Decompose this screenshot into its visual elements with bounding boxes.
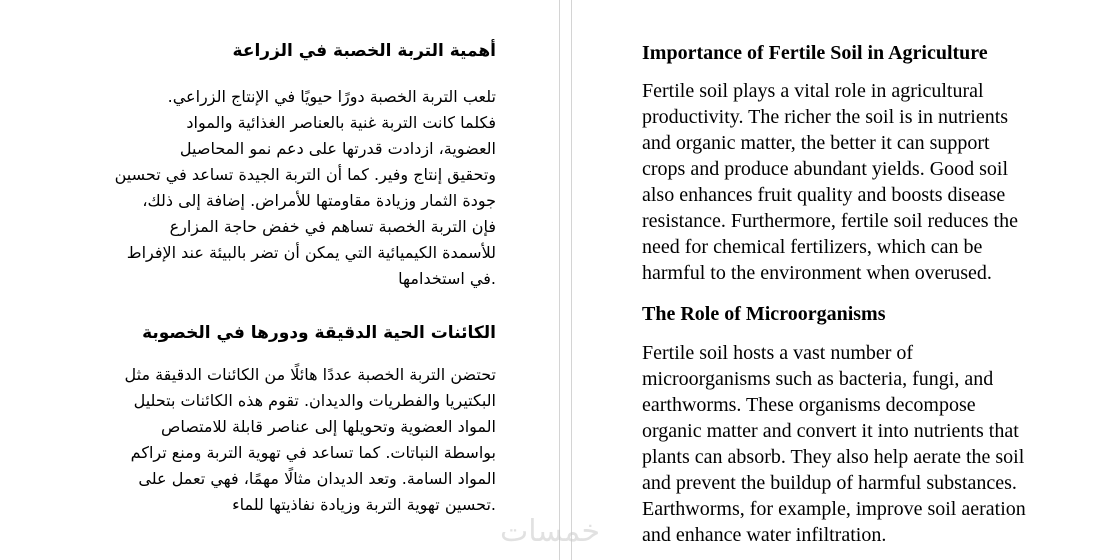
arabic-p1-line: .في استخدامها [398,269,496,288]
english-p2-line: Earthworms, for example, improve soil aeration [642,498,1026,520]
english-p2-line: and enhance water infiltration. [642,524,887,546]
arabic-heading-2: الكائنات الحية الدقيقة ودورها في الخصوبة [142,323,496,343]
english-p1-line: also enhances fruit quality and boosts disease [642,184,1006,206]
english-p2-line: microorganisms such as bacteria, fungi, and [642,368,994,390]
english-heading-2: The Role of Microorganisms [642,303,886,325]
arabic-p1-line: جودة الثمار وزيادة مقاومتها للأمراض. إضافة إلى ذلك، [142,191,496,210]
english-p1-line: harmful to the environment when overused. [642,262,992,284]
arabic-p2-line: المواد العضوية وتحويلها إلى عناصر قابلة للامتصاص [161,417,496,436]
arabic-p1-line: فكلما كانت التربة غنية بالعناصر الغذائية والمواد [186,113,496,132]
arabic-heading-1: أهمية التربة الخصبة في الزراعة [232,41,496,61]
english-heading-1: Importance of Fertile Soil in Agriculture [642,42,988,64]
english-p1-line: productivity. The richer the soil is in nutrients [642,106,1009,128]
english-p2-line: Fertile soil hosts a vast number of [642,342,914,364]
english-p2-line: and prevent the buildup of harmful substances. [642,472,1017,494]
arabic-p2-line: بواسطة النباتات. كما تساعد في تهوية التربة ومنع تراكم [130,443,496,462]
arabic-p2-line: .تحسين تهوية التربة وزيادة نفاذيتها للماء [232,495,496,514]
english-p2-line: plants can absorb. They also help aerate the soil [642,446,1025,468]
arabic-p1-line: العضوية، ازدادت قدرتها على دعم نمو المحاصيل [179,139,496,158]
english-paragraph-2 [642,340,1092,548]
english-p1-line: and organic matter, the better it can support [642,132,990,154]
arabic-paragraph-1 [54,84,496,292]
arabic-p2-line: المواد السامة. وتعد الديدان مثالًا مهمًا، فهي تعمل على [138,469,496,488]
arabic-p1-line: تلعب التربة الخصبة دورًا حيويًا في الإنتاج الزراعي. [167,87,496,106]
english-p2-line: organic matter and convert it into nutrients that [642,420,1019,442]
page-gutter [559,0,572,560]
english-paragraph-1 [642,78,1092,286]
watermark-logo: خمسات [500,514,601,549]
arabic-p2-line: البكتيريا والفطريات والديدان. تقوم هذه الكائنات بتحليل [133,391,496,410]
arabic-paragraph-2 [54,362,496,518]
arabic-p1-line: وتحقيق إنتاج وفير. كما أن التربة الجيدة تساعد في تحسين [114,165,496,184]
english-p1-line: need for chemical fertilizers, which can be [642,236,983,258]
english-p1-line: resistance. Furthermore, fertile soil reduces the [642,210,1018,232]
arabic-p1-line: للأسمدة الكيميائية التي يمكن أن تضر بالبيئة عند الإفراط [126,243,496,262]
english-page [572,0,1116,560]
english-p1-line: crops and produce abundant yields. Good soil [642,158,1009,180]
arabic-p1-line: فإن التربة الخصبة تساهم في خفض حاجة المزارع [169,217,496,236]
english-p2-line: earthworms. These organisms decompose [642,394,976,416]
english-p1-line: Fertile soil plays a vital role in agricultural [642,80,984,102]
arabic-p2-line: تحتضن التربة الخصبة عددًا هائلًا من الكائنات الدقيقة مثل [124,365,496,384]
